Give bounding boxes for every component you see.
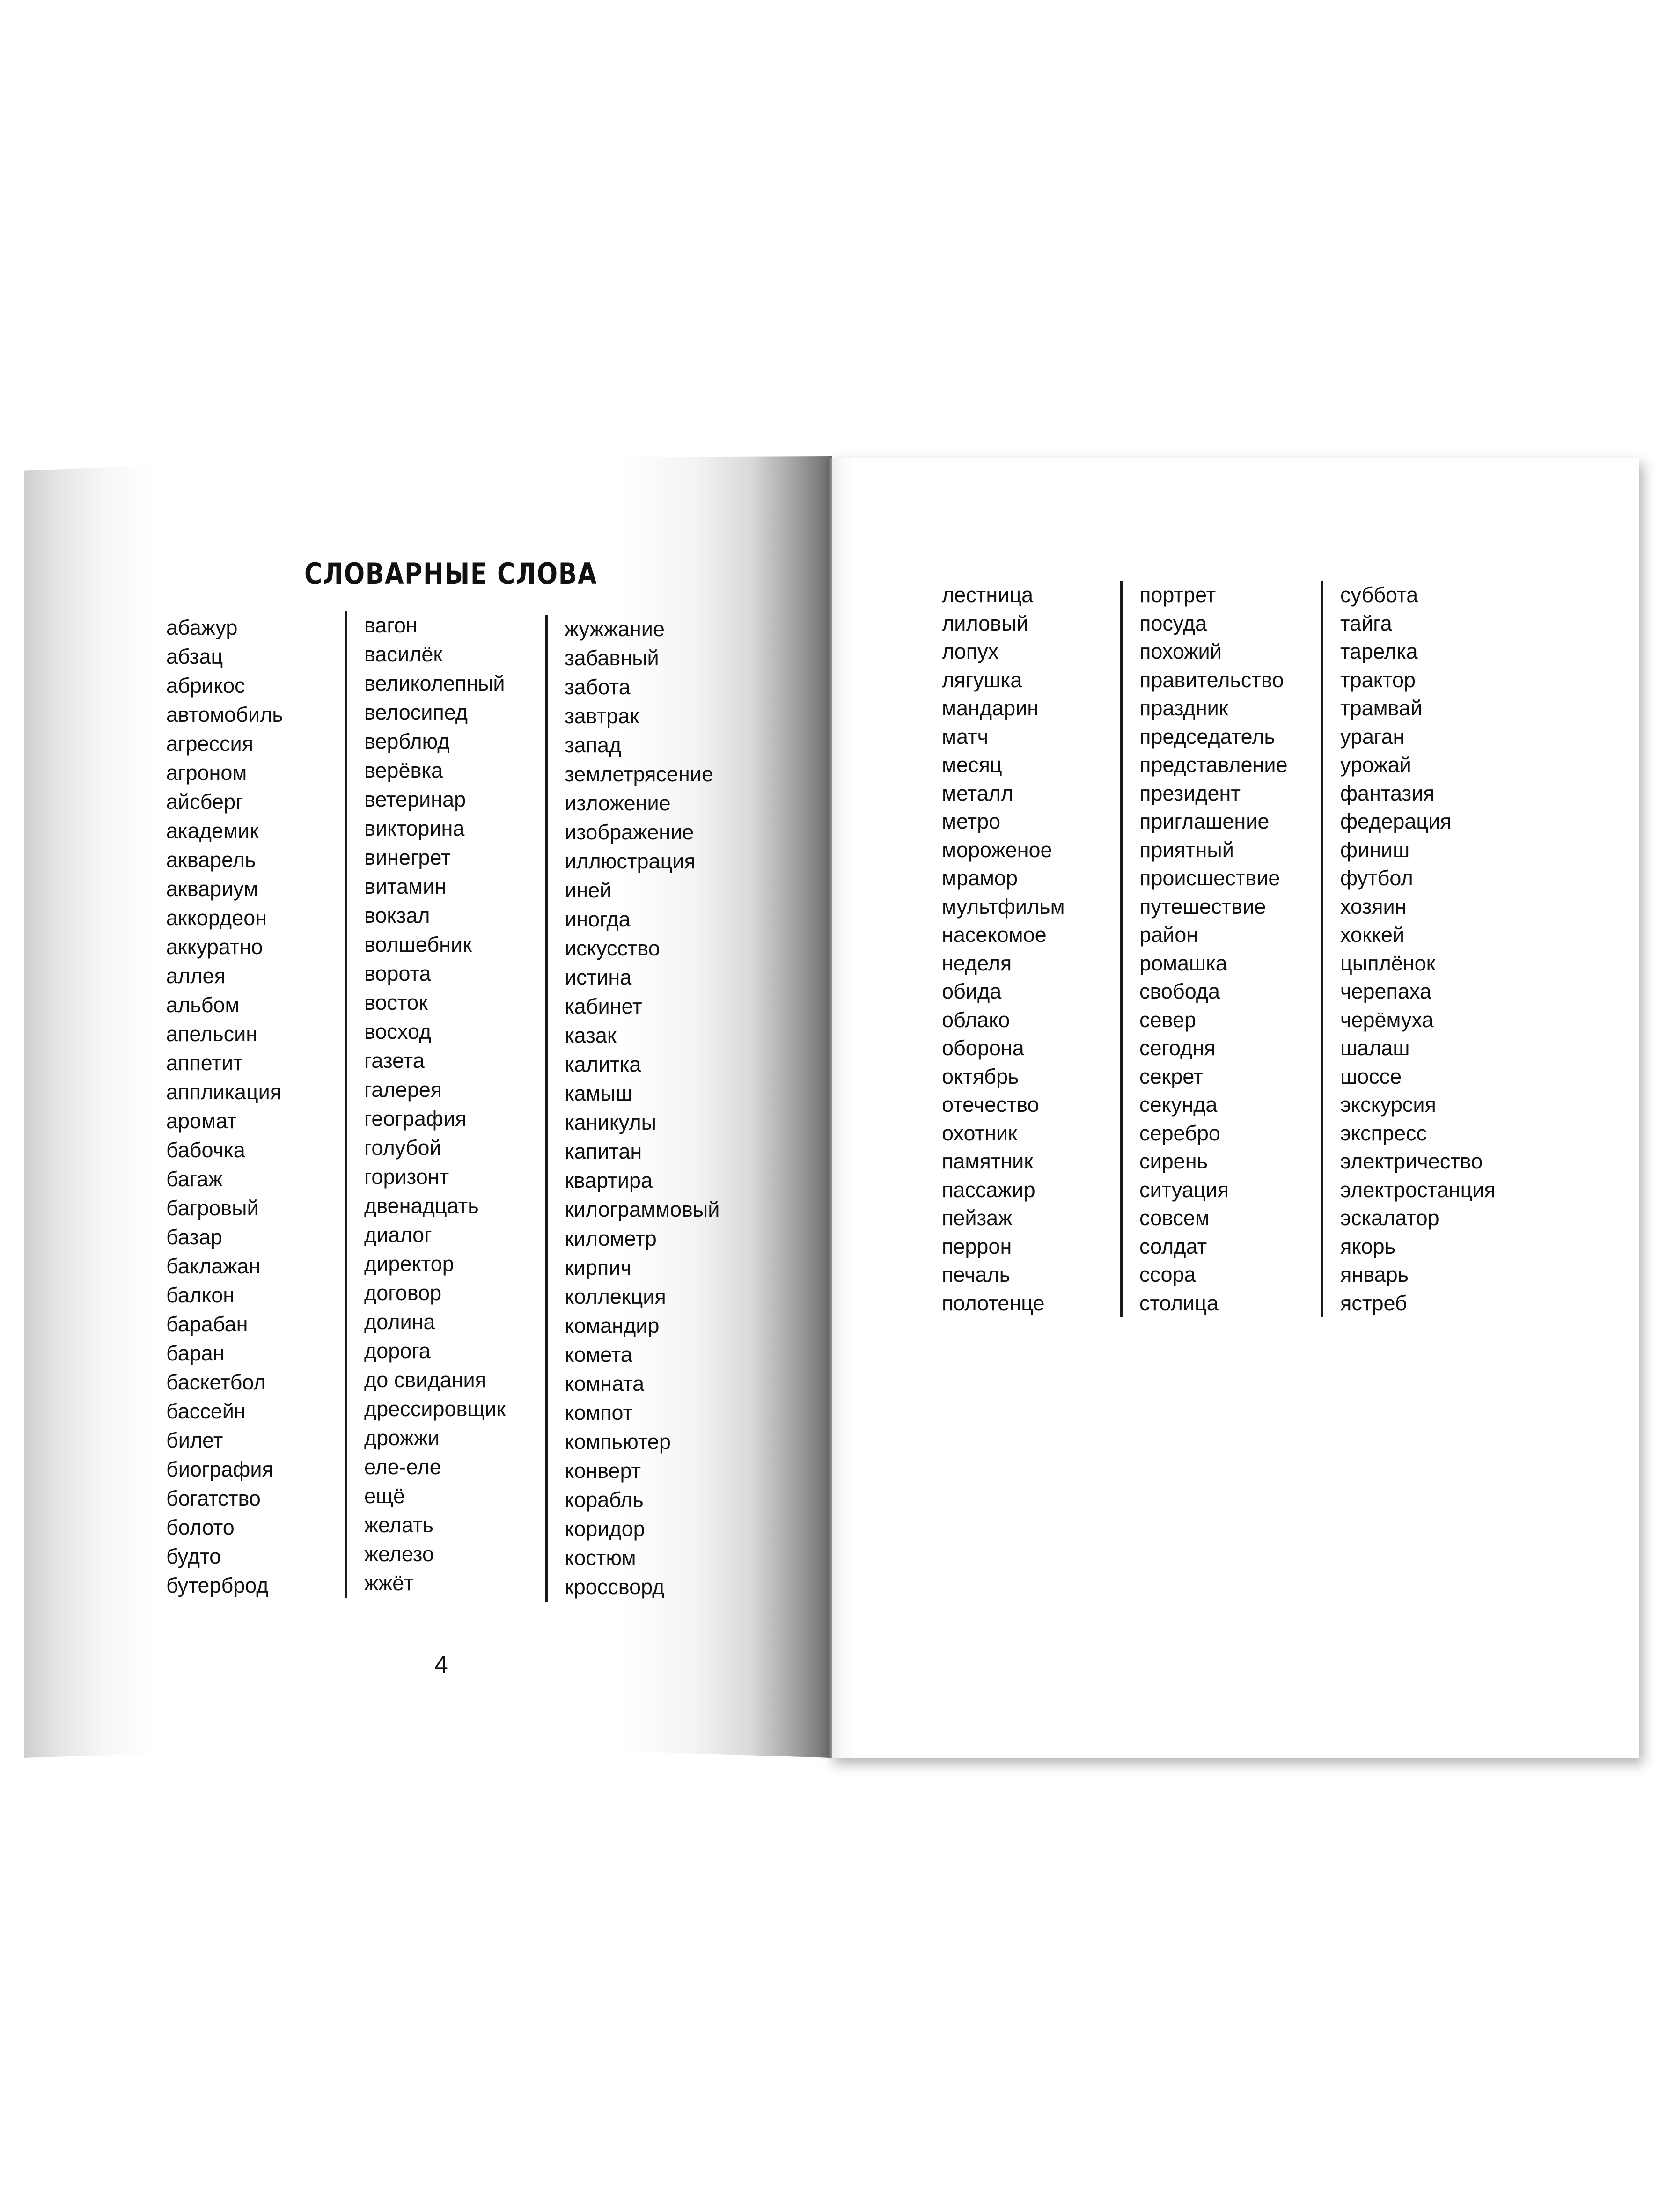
word-item: каникулы — [565, 1110, 656, 1134]
word-item: столица — [1139, 1291, 1219, 1315]
word-item: экскурсия — [1340, 1093, 1436, 1117]
word-item: запад — [565, 733, 622, 757]
word-item: металл — [942, 781, 1013, 805]
word-item: багаж — [166, 1167, 223, 1191]
word-item: коридор — [565, 1517, 645, 1541]
word-item: ворота — [364, 962, 431, 985]
word-item: до свидания — [364, 1368, 486, 1392]
word-item: секрет — [1139, 1064, 1204, 1088]
word-item: василёк — [364, 642, 443, 666]
word-item: хоккей — [1340, 923, 1405, 947]
word-item: январь — [1340, 1263, 1409, 1286]
word-item: солдат — [1139, 1234, 1207, 1258]
word-item: диалог — [364, 1223, 432, 1247]
word-item: квартира — [565, 1168, 653, 1192]
word-item: хозяин — [1340, 894, 1407, 919]
word-item: ветеринар — [364, 787, 466, 811]
word-item: урожай — [1340, 753, 1411, 777]
word-item: секунда — [1139, 1093, 1218, 1117]
word-column-left-3 — [545, 615, 719, 1602]
word-item: памятник — [942, 1149, 1033, 1173]
word-item: совсем — [1139, 1206, 1210, 1230]
word-item: представление — [1139, 753, 1288, 777]
word-item: жжёт — [364, 1571, 414, 1595]
word-item: сирень — [1139, 1149, 1208, 1173]
word-item: еле-еле — [364, 1455, 441, 1479]
word-item: происшествие — [1139, 866, 1280, 890]
word-item: желать — [364, 1513, 433, 1537]
word-item: баран — [166, 1341, 225, 1365]
word-item: свобода — [1139, 979, 1220, 1003]
word-item: костюм — [565, 1546, 636, 1570]
word-item: восход — [364, 1020, 432, 1044]
word-column-right-2 — [1120, 581, 1288, 1317]
word-item: двенадцать — [364, 1194, 479, 1218]
word-item: корабль — [565, 1488, 644, 1512]
word-item: акварель — [166, 848, 256, 872]
word-item: жужжание — [565, 617, 665, 641]
word-item: футбол — [1340, 866, 1413, 890]
word-item: иней — [565, 878, 612, 902]
word-item: лопух — [942, 639, 999, 663]
word-item: апельсин — [166, 1022, 258, 1046]
word-item: лестница — [942, 583, 1034, 607]
word-item: метро — [942, 809, 1001, 833]
word-item: конверт — [565, 1459, 641, 1483]
word-item: район — [1139, 923, 1198, 947]
word-item: завтрак — [565, 704, 639, 728]
word-item: федерация — [1340, 809, 1452, 833]
word-item: горизонт — [364, 1165, 449, 1189]
word-item: лягушка — [942, 668, 1022, 692]
word-item: мандарин — [942, 696, 1039, 720]
word-item: якорь — [1340, 1234, 1396, 1258]
word-item: километр — [565, 1227, 657, 1250]
word-item: барабан — [166, 1312, 248, 1336]
word-item: велосипед — [364, 700, 468, 724]
word-item: калитка — [565, 1052, 641, 1076]
word-item: долина — [364, 1310, 435, 1334]
word-item: аккуратно — [166, 935, 263, 959]
word-item: дорога — [364, 1339, 431, 1363]
word-item: матч — [942, 724, 989, 749]
word-item: праздник — [1139, 696, 1228, 720]
word-item: бабочка — [166, 1138, 245, 1162]
word-column-left-2 — [345, 611, 506, 1598]
word-item: железо — [364, 1542, 434, 1566]
word-item: изложение — [565, 791, 671, 815]
book-gutter — [828, 458, 832, 1758]
word-item: дрессировщик — [364, 1397, 506, 1421]
word-item: аллея — [166, 964, 226, 988]
word-item: портрет — [1139, 583, 1216, 607]
word-item: волшебник — [364, 933, 472, 956]
word-item: голубой — [364, 1136, 441, 1160]
word-item: шоссе — [1340, 1064, 1402, 1088]
page-title: СЛОВАРНЫЕ СЛОВА — [304, 557, 598, 591]
word-item: ситуация — [1139, 1177, 1229, 1202]
word-item: автомобиль — [166, 703, 283, 727]
word-item: ссора — [1139, 1263, 1196, 1286]
word-item: месяц — [942, 753, 1002, 777]
word-item: кроссворд — [565, 1575, 665, 1599]
word-item: отечество — [942, 1093, 1039, 1117]
word-item: забавный — [565, 646, 659, 670]
word-item: посуда — [1139, 611, 1207, 635]
word-item: финиш — [1340, 838, 1410, 862]
word-item: вагон — [364, 613, 418, 637]
word-item: компьютер — [565, 1430, 671, 1454]
word-item: черепаха — [1340, 979, 1431, 1003]
word-item: комната — [565, 1372, 645, 1396]
word-item: экспресс — [1340, 1121, 1427, 1145]
word-item: верёвка — [364, 758, 443, 782]
word-item: капитан — [565, 1139, 642, 1163]
word-item: айсберг — [166, 790, 243, 814]
word-item: охотник — [942, 1121, 1017, 1145]
word-item: иногда — [565, 907, 631, 931]
word-item: академик — [166, 819, 259, 843]
word-item: октябрь — [942, 1064, 1019, 1088]
word-item: килограммовый — [565, 1198, 720, 1221]
word-item: лиловый — [942, 611, 1028, 635]
word-item: бассейн — [166, 1399, 246, 1423]
word-item: мультфильм — [942, 894, 1065, 919]
word-item: базар — [166, 1225, 222, 1249]
word-item: печаль — [942, 1263, 1011, 1286]
word-item: оборона — [942, 1036, 1024, 1060]
word-item: ещё — [364, 1484, 405, 1508]
word-item: облако — [942, 1007, 1010, 1032]
page-number: 4 — [434, 1651, 448, 1678]
word-item: камыш — [565, 1081, 633, 1105]
word-item: серебро — [1139, 1121, 1220, 1145]
word-item: электростанция — [1340, 1177, 1496, 1202]
word-item: восток — [364, 991, 428, 1014]
word-item: бутерброд — [166, 1573, 269, 1597]
word-item: багровый — [166, 1196, 259, 1220]
word-item: коллекция — [565, 1285, 666, 1308]
word-column-right-1 — [942, 581, 1065, 1317]
word-item: мороженое — [942, 838, 1052, 862]
word-item: винегрет — [364, 845, 451, 869]
word-item: казак — [565, 1023, 617, 1047]
word-item: аппетит — [166, 1051, 243, 1075]
word-item: агроном — [166, 761, 247, 785]
word-item: аккордеон — [166, 906, 267, 930]
word-item: президент — [1139, 781, 1241, 805]
word-item: путешествие — [1139, 894, 1266, 919]
word-item: кирпич — [565, 1256, 631, 1279]
word-item: верблюд — [364, 729, 450, 753]
word-item: правительство — [1139, 668, 1284, 692]
word-item: изображение — [565, 820, 694, 844]
word-item: председатель — [1139, 724, 1275, 749]
word-item: галерея — [364, 1078, 442, 1102]
word-item: шалаш — [1340, 1036, 1410, 1060]
word-item: трамвай — [1340, 696, 1423, 720]
word-item: аппликация — [166, 1080, 282, 1104]
word-item: черёмуха — [1340, 1007, 1434, 1032]
word-item: витамин — [364, 875, 447, 898]
word-item: абзац — [166, 645, 223, 669]
word-item: электричество — [1340, 1149, 1483, 1173]
word-item: кабинет — [565, 994, 642, 1018]
word-item: великолепный — [364, 671, 505, 695]
word-item: география — [364, 1107, 467, 1131]
word-item: тайга — [1340, 611, 1392, 635]
word-item: абажур — [166, 616, 238, 639]
word-item: билет — [166, 1428, 223, 1452]
word-item: аромат — [166, 1109, 237, 1133]
word-item: тарелка — [1340, 639, 1418, 663]
word-item: договор — [364, 1281, 442, 1305]
word-item: приглашение — [1139, 809, 1270, 833]
word-item: север — [1139, 1007, 1196, 1032]
word-item: иллюстрация — [565, 849, 696, 873]
word-item: приятный — [1139, 838, 1234, 862]
word-column-left-1 — [166, 613, 283, 1600]
word-item: газета — [364, 1049, 425, 1073]
word-item: комета — [565, 1343, 632, 1367]
word-item: пейзаж — [942, 1206, 1013, 1230]
word-item: балкон — [166, 1283, 235, 1307]
word-item: будто — [166, 1544, 221, 1568]
word-item: сегодня — [1139, 1036, 1216, 1060]
word-item: перрон — [942, 1234, 1012, 1258]
word-item: пассажир — [942, 1177, 1035, 1202]
word-item: ромашка — [1139, 951, 1227, 975]
word-item: похожий — [1139, 639, 1222, 663]
word-item: истина — [565, 965, 632, 989]
word-item: насекомое — [942, 923, 1047, 947]
word-item: ураган — [1340, 724, 1405, 749]
word-item: трактор — [1340, 668, 1416, 692]
word-item: компот — [565, 1401, 633, 1425]
word-item: обида — [942, 979, 1002, 1003]
word-item: полотенце — [942, 1291, 1045, 1315]
word-item: баклажан — [166, 1254, 261, 1278]
word-item: агрессия — [166, 732, 253, 756]
word-item: фантазия — [1340, 781, 1435, 805]
word-item: директор — [364, 1252, 454, 1276]
word-item: вокзал — [364, 904, 430, 927]
word-item: викторина — [364, 816, 465, 840]
word-item: биография — [166, 1457, 273, 1481]
word-item: цыплёнок — [1340, 951, 1436, 975]
word-item: эскалатор — [1340, 1206, 1439, 1230]
word-item: абрикос — [166, 674, 245, 698]
word-item: землетрясение — [565, 762, 713, 786]
word-item: аквариум — [166, 877, 258, 901]
word-item: богатство — [166, 1486, 261, 1510]
word-item: альбом — [166, 993, 240, 1017]
word-item: мрамор — [942, 866, 1018, 890]
word-item: искусство — [565, 936, 660, 960]
word-item: ястреб — [1340, 1291, 1407, 1315]
word-item: забота — [565, 675, 631, 699]
word-item: неделя — [942, 951, 1012, 975]
word-column-right-3 — [1321, 581, 1496, 1317]
word-item: дрожжи — [364, 1426, 440, 1450]
word-item: суббота — [1340, 583, 1418, 607]
word-item: болото — [166, 1515, 235, 1539]
word-item: баскетбол — [166, 1370, 266, 1394]
word-item: командир — [565, 1314, 660, 1337]
